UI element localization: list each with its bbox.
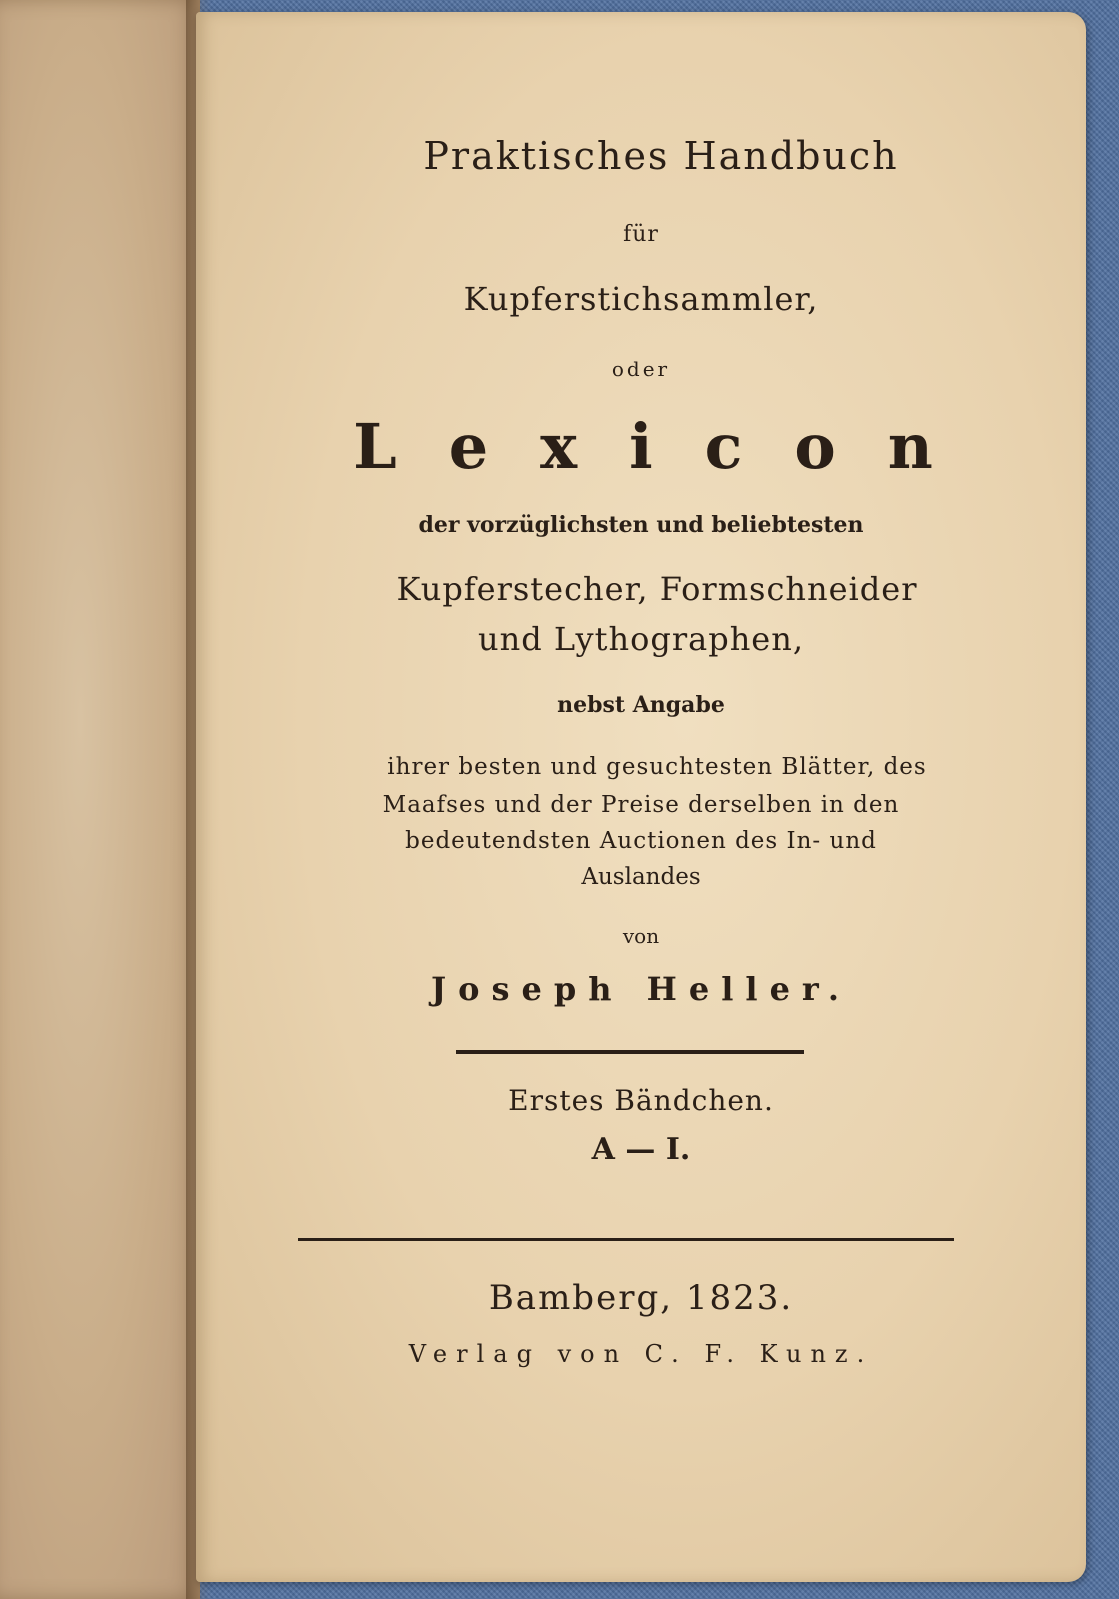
title-line-11: Maafses und der Preise derselben in den bbox=[382, 792, 900, 818]
volume-label: Erstes Bändchen. bbox=[508, 1084, 774, 1117]
divider-rule-long bbox=[298, 1238, 954, 1241]
title-line-13: Auslandes bbox=[581, 864, 701, 890]
place-year: Bamberg, 1823. bbox=[488, 1278, 794, 1318]
title-line-12: bedeutendsten Auctionen des In- und bbox=[405, 828, 877, 854]
title-line-7: Kupferstecher, Formschneider bbox=[396, 570, 918, 608]
lexicon-heading: Lexicon bbox=[353, 410, 985, 483]
title-line-8: und Lythographen, bbox=[477, 620, 805, 658]
title-line-10: ihrer besten und gesuchtesten Blätter, des bbox=[387, 754, 927, 780]
divider-rule-short bbox=[456, 1050, 804, 1054]
publisher: Verlag von C. F. Kunz. bbox=[408, 1340, 874, 1368]
title-line-3: Kupferstichsammler, bbox=[463, 280, 819, 318]
left-page bbox=[0, 0, 200, 1599]
author-name: Joseph Heller. bbox=[431, 970, 851, 1008]
title-line-9: nebst Angabe bbox=[557, 692, 725, 718]
title-line-14: von bbox=[622, 924, 660, 948]
title-line-4: oder bbox=[611, 357, 671, 381]
title-line-2: für bbox=[623, 222, 659, 247]
volume-range: A — I. bbox=[591, 1132, 691, 1167]
title-line-6: der vorzüglichsten und beliebtesten bbox=[418, 512, 864, 538]
title-line-1: Praktisches Handbuch bbox=[423, 134, 899, 178]
title-page bbox=[196, 12, 1086, 1582]
